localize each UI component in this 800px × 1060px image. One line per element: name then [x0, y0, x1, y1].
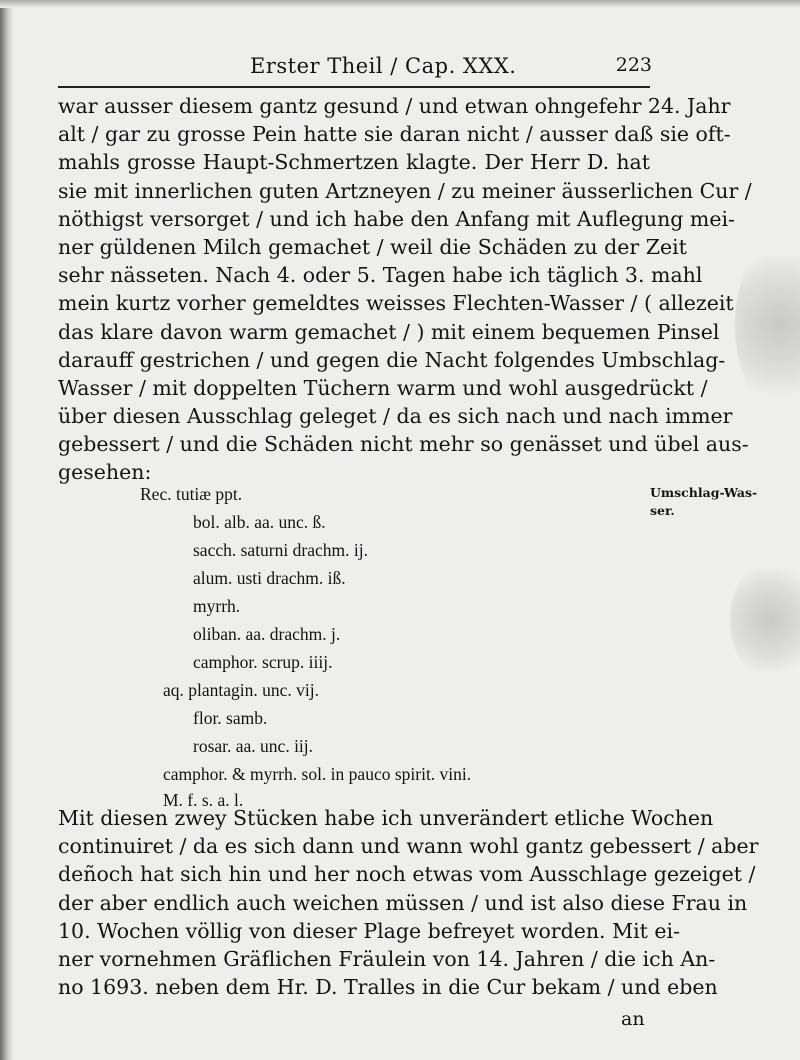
text-line: mein kurtz vorher gemeldtes weisses Flechten-Wasser / ( allezeit	[58, 291, 734, 316]
page-stain	[730, 560, 800, 680]
text-line: gesehen:	[58, 460, 152, 485]
text-line: der aber endlich auch weichen müssen / und ist also diese Frau in	[58, 890, 748, 915]
text-line: sie mit innerlichen guten Artzneyen / zu meiner äusserlichen Cur /	[58, 178, 752, 203]
running-head: Erster Theil / Cap. XXX.	[250, 54, 517, 78]
margin-note	[650, 484, 762, 520]
text-line: no 1693. neben dem Hr. D. Tralles in die Cur bekam / und eben	[58, 975, 718, 1000]
page-header	[58, 50, 650, 88]
text-line: deñoch hat sich hin und her noch etwas vom Ausschlage gezeiget /	[58, 862, 756, 887]
paragraph-top	[58, 92, 752, 487]
catchword: an	[621, 1008, 645, 1030]
recipe-line: oliban. aa. drachm. j.	[193, 624, 341, 644]
recipe-line: camphor. & myrrh. sol. in pauco spirit. vini.	[163, 764, 472, 784]
text-line: über diesen Ausschlag geleget / da es sich nach und nach immer	[58, 404, 733, 429]
recipe-line: alum. usti drachm. iß.	[193, 568, 346, 588]
text-line: war ausser diesem gantz gesund / und etwan ohngefehr 24. Jahr	[58, 94, 731, 118]
text-line: das klare davon warm gemachet / ) mit einem bequemen Pinsel	[58, 319, 720, 344]
text-line: Mit diesen zwey Stücken habe ich unverändert etliche Wochen	[58, 806, 714, 830]
page-top-shadow	[0, 0, 800, 8]
page-binding-shadow	[0, 0, 14, 1060]
recipe-line: aq. plantagin. unc. vij.	[163, 680, 320, 700]
recipe-line: sacch. saturni drachm. ij.	[193, 540, 368, 560]
text-line: nöthigst versorget / und ich habe den Anfang mit Auflegung mei-	[58, 206, 735, 231]
text-line: Wasser / mit doppelten Tüchern warm und wohl ausgedrückt /	[58, 375, 708, 400]
margin-note-line: ser.	[650, 503, 675, 518]
page-number: 223	[615, 54, 652, 76]
recipe-line: myrrh.	[193, 596, 241, 616]
text-line: ner vornehmen Gräflichen Fräulein von 14. Jahren / die ich An-	[58, 946, 716, 971]
recipe-line: M. f. s. a. l.	[163, 790, 244, 810]
paragraph-bottom	[58, 804, 759, 1001]
recipe-line: camphor. scrup. iiij.	[193, 652, 333, 672]
page-stain	[735, 240, 800, 410]
text-line: mahls grosse Haupt-Schmertzen klagte. Der Herr D. hat	[58, 150, 650, 175]
text-line: alt / gar zu grosse Pein hatte sie daran nicht / ausser daß sie oft-	[58, 122, 731, 147]
text-line: darauff gestrichen / und gegen die Nacht folgendes Umbschlag-	[58, 347, 726, 372]
text-line: gebessert / und die Schäden nicht mehr so genässet und übel aus-	[58, 432, 749, 457]
recipe-line: flor. samb.	[193, 708, 268, 728]
margin-note-line: Umschlag-Was-	[650, 485, 758, 500]
text-line: ner güldenen Milch gemachet / weil die Schäden zu der Zeit	[58, 234, 687, 259]
recipe-line: bol. alb. aa. unc. ß.	[193, 512, 326, 532]
text-line: 10. Wochen völlig von dieser Plage befreyet worden. Mit ei-	[58, 918, 681, 943]
text-line: sehr nässeten. Nach 4. oder 5. Tagen habe ich täglich 3. mahl	[58, 263, 703, 288]
recipe-line: Rec. tutiæ ppt.	[140, 484, 243, 504]
text-line: continuiret / da es sich dann und wann wohl gantz gebessert / aber	[58, 834, 759, 859]
recipe-line: rosar. aa. unc. iij.	[193, 736, 314, 756]
